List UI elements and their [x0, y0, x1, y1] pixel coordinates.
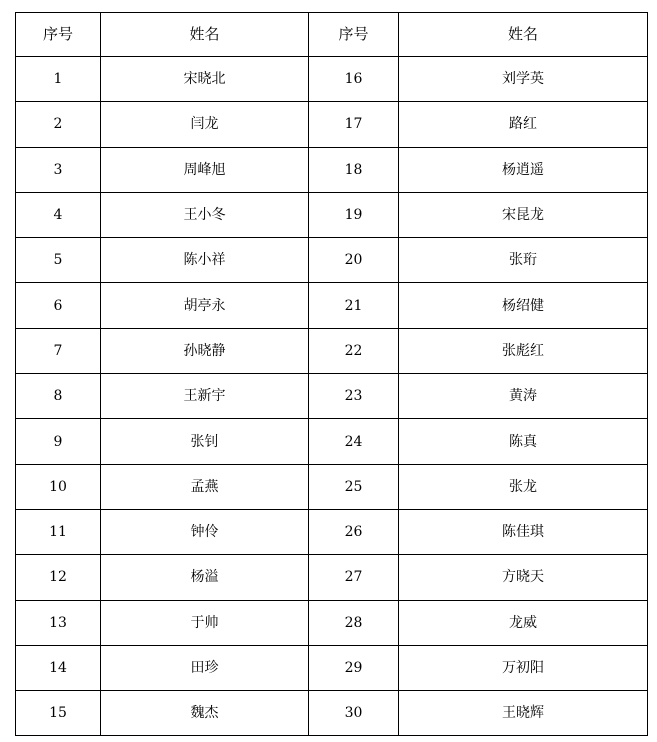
table-row	[16, 374, 648, 419]
serial-cell-right: 20	[309, 238, 399, 283]
header-name-left: 姓名	[101, 13, 309, 57]
serial-cell-right: 17	[309, 102, 399, 147]
serial-cell-right: 28	[309, 600, 399, 645]
serial-cell-right: 22	[309, 328, 399, 373]
name-cell-left: 王小冬	[101, 192, 309, 237]
name-cell-left: 田珍	[101, 645, 309, 690]
header-serial-left: 序号	[16, 13, 101, 57]
serial-cell-right: 19	[309, 192, 399, 237]
name-cell-left: 杨溢	[101, 555, 309, 600]
serial-cell-left: 15	[16, 691, 101, 736]
name-cell-right: 方晓天	[399, 555, 648, 600]
name-cell-left: 孟燕	[101, 464, 309, 509]
header-name-right: 姓名	[399, 13, 648, 57]
serial-cell-right: 21	[309, 283, 399, 328]
serial-cell-left: 1	[16, 57, 101, 102]
name-cell-left: 魏杰	[101, 691, 309, 736]
name-cell-right: 陈佳琪	[399, 509, 648, 554]
table-row	[16, 509, 648, 554]
serial-cell-right: 30	[309, 691, 399, 736]
name-cell-left: 周峰旭	[101, 147, 309, 192]
name-cell-left: 于帅	[101, 600, 309, 645]
name-cell-left: 陈小祥	[101, 238, 309, 283]
name-cell-right: 张龙	[399, 464, 648, 509]
name-cell-right: 杨绍健	[399, 283, 648, 328]
serial-cell-left: 4	[16, 192, 101, 237]
serial-cell-left: 7	[16, 328, 101, 373]
table-row	[16, 645, 648, 690]
serial-cell-right: 26	[309, 509, 399, 554]
serial-cell-right: 23	[309, 374, 399, 419]
serial-cell-left: 2	[16, 102, 101, 147]
serial-cell-left: 8	[16, 374, 101, 419]
serial-cell-left: 3	[16, 147, 101, 192]
roster-table	[15, 12, 648, 736]
table-row	[16, 419, 648, 464]
name-cell-left: 宋晓北	[101, 57, 309, 102]
name-cell-right: 宋昆龙	[399, 192, 648, 237]
serial-cell-right: 29	[309, 645, 399, 690]
name-cell-right: 龙威	[399, 600, 648, 645]
serial-cell-right: 18	[309, 147, 399, 192]
table-row	[16, 102, 648, 147]
name-cell-right: 万初阳	[399, 645, 648, 690]
table-row	[16, 147, 648, 192]
serial-cell-left: 14	[16, 645, 101, 690]
name-cell-right: 路红	[399, 102, 648, 147]
table-header	[16, 13, 648, 57]
name-cell-left: 王新宇	[101, 374, 309, 419]
name-cell-right: 张彪红	[399, 328, 648, 373]
serial-cell-right: 25	[309, 464, 399, 509]
table-row	[16, 238, 648, 283]
table-row	[16, 57, 648, 102]
name-cell-right: 张珩	[399, 238, 648, 283]
serial-cell-right: 27	[309, 555, 399, 600]
name-cell-right: 刘学英	[399, 57, 648, 102]
table-row	[16, 555, 648, 600]
name-cell-right: 黄涛	[399, 374, 648, 419]
table-row	[16, 600, 648, 645]
serial-cell-left: 6	[16, 283, 101, 328]
name-cell-left: 孙晓静	[101, 328, 309, 373]
table-row	[16, 328, 648, 373]
table-row	[16, 691, 648, 736]
header-row	[16, 13, 648, 57]
serial-cell-right: 16	[309, 57, 399, 102]
name-cell-left: 钟伶	[101, 509, 309, 554]
serial-cell-left: 10	[16, 464, 101, 509]
table-row	[16, 283, 648, 328]
header-serial-right: 序号	[309, 13, 399, 57]
serial-cell-left: 11	[16, 509, 101, 554]
table-body	[16, 57, 648, 736]
name-cell-right: 王晓辉	[399, 691, 648, 736]
serial-cell-left: 12	[16, 555, 101, 600]
name-cell-left: 闫龙	[101, 102, 309, 147]
serial-cell-right: 24	[309, 419, 399, 464]
name-cell-right: 杨逍遥	[399, 147, 648, 192]
serial-cell-left: 9	[16, 419, 101, 464]
name-cell-left: 张钊	[101, 419, 309, 464]
serial-cell-left: 13	[16, 600, 101, 645]
name-cell-right: 陈真	[399, 419, 648, 464]
table-row	[16, 192, 648, 237]
table-row	[16, 464, 648, 509]
serial-cell-left: 5	[16, 238, 101, 283]
name-cell-left: 胡亭永	[101, 283, 309, 328]
